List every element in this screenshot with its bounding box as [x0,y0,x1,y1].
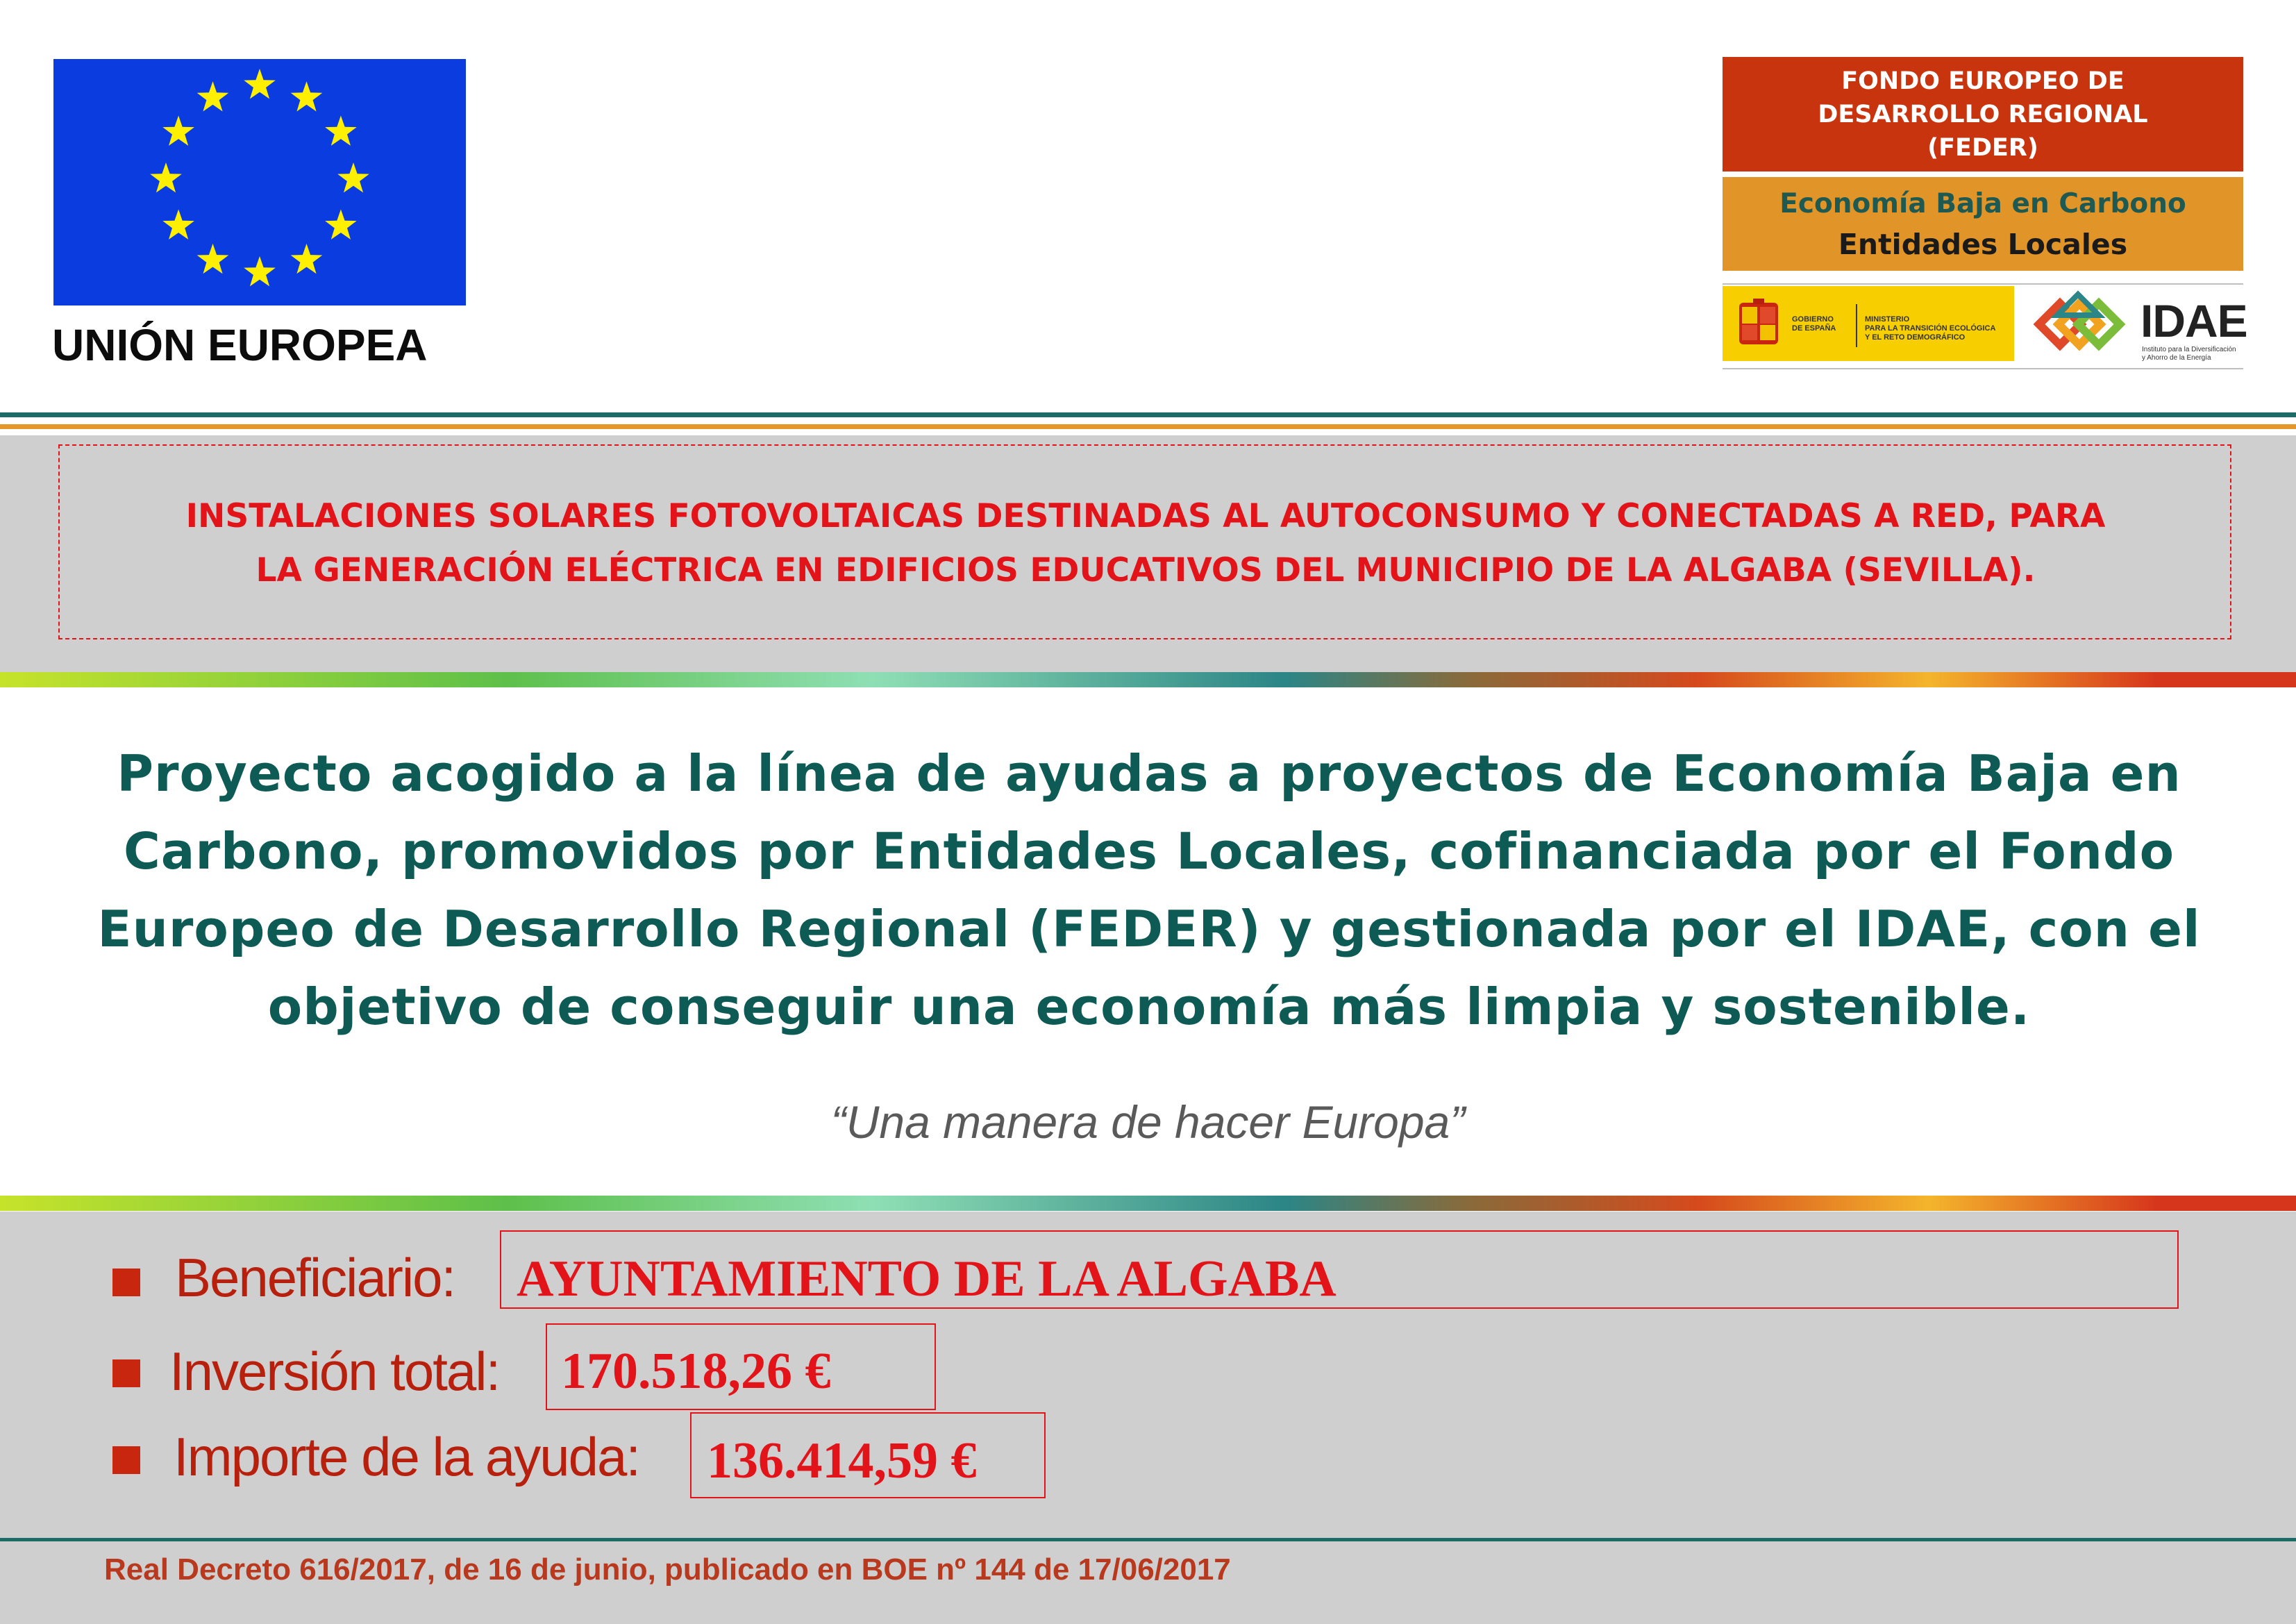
importe-label: Importe de la ayuda: [174,1426,640,1487]
eu-star [244,256,276,286]
project-title [76,489,2215,598]
project-description-line: Carbono, promovidos por Entidades Locales, cofinanciada por el Fondo [123,822,2175,880]
idae-symbol-icon [2022,287,2134,361]
gradient-stripe [0,672,2296,687]
eu-star [162,116,194,146]
eu-star [291,244,323,274]
eu-star [325,210,357,240]
eu-stars-icon [53,59,466,305]
bullet-icon [112,1359,140,1387]
eu-label: UNIÓN EUROPEA [52,320,428,370]
project-description [76,735,2222,1046]
spain-shield-icon [1736,299,1781,349]
logo-divider [1856,304,1857,347]
separator-line [0,412,2296,417]
eu-star [197,81,229,111]
bullet-icon [112,1446,140,1474]
eu-star [162,210,194,240]
feder-line: FONDO EUROPEO DE [1841,67,2125,95]
gobierno-logo [1723,286,2014,361]
bullet-icon [112,1269,140,1296]
program-subtitle: Entidades Locales [1838,227,2128,261]
project-description-line: Europeo de Desarrollo Regional (FEDER) y gestionada por el IDAE, con el [97,900,2201,958]
feder-banner [1723,57,2243,171]
idae-subtitle: Instituto para la Diversificación y Ahorro de la Energía [2142,346,2236,362]
institution-logos [1723,283,2247,369]
inversion-value: 170.518,26 € [561,1343,831,1400]
beneficiario-label: Beneficiario: [175,1247,455,1308]
slogan: “Una manera de hacer Europa” [830,1096,1466,1148]
importe-value: 136.414,59 € [707,1432,977,1489]
idae-logo-text: IDAE [2140,295,2247,346]
separator-line [0,424,2296,429]
program-title: Economía Baja en Carbono [1779,187,2186,219]
project-description-line: objetivo de conseguir una economía más limpia y sostenible. [267,978,2031,1036]
inversion-label: Inversión total: [169,1341,500,1402]
eu-star [197,244,229,274]
project-title-line: INSTALACIONES SOLARES FOTOVOLTAICAS DESTINADAS AL AUTOCONSUMO Y CONECTADAS A RED, PARA [185,497,2106,535]
eu-star [244,69,276,99]
separator-line [0,1538,2296,1541]
program-banner [1723,177,2243,271]
gobierno-text: GOBIERNO DE ESPAÑA [1792,315,1836,333]
gradient-stripe [0,1196,2296,1211]
eu-star [150,162,182,192]
eu-flag [53,59,466,305]
legal-footer: Real Decreto 616/2017, de 16 de junio, publicado en BOE nº 144 de 17/06/2017 [104,1552,1231,1587]
eu-star [337,162,369,192]
project-title-line: LA GENERACIÓN ELÉCTRICA EN EDIFICIOS EDUCATIVOS DEL MUNICIPIO DE LA ALGABA (SEVILLA). [255,551,2036,589]
eu-star [325,116,357,146]
ministerio-text: MINISTERIO PARA LA TRANSICIÓN ECOLÓGICA Y EL RETO DEMOGRÁFICO [1865,315,1996,342]
feder-line: (FEDER) [1927,133,2038,162]
eu-star [291,81,323,111]
feder-line: DESARROLLO REGIONAL [1818,100,2148,128]
beneficiario-value: AYUNTAMIENTO DE LA ALGABA [517,1250,1336,1307]
project-description-line: Proyecto acogido a la línea de ayudas a proyectos de Economía Baja en [117,744,2181,803]
